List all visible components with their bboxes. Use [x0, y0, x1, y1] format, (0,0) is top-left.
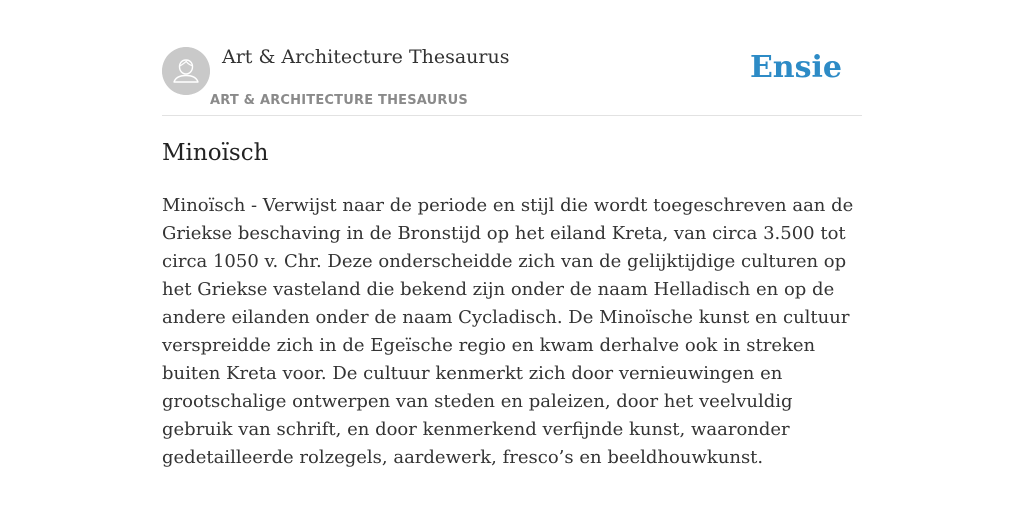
- entry-title: Minoïsch: [162, 140, 269, 166]
- brand-logo[interactable]: Ensie: [749, 50, 842, 85]
- source-label[interactable]: ART & ARCHITECTURE THESAURUS: [210, 93, 468, 108]
- entry-definition: Minoïsch - Verwijst naar de periode en stijl die wordt toegeschreven aan de Griekse beschaving in de Bronstijd op het eiland Kreta, van circa 3.500 tot circa 1050 v. Chr. Deze onderscheidde zich van de gelijktijdige culturen op het Griekse vasteland die bekend zijn onder de naam Helladisch en op de andere eilanden onder de naam Cycladisch. De Minoïsche kunst en cultuur verspreidde zich in de Egeïsche regio en kwam derhalve ook in streken buiten Kreta voor. De cultuur kenmerkt zich door vernieuwingen en grootschalige ontwerpen van steden en paleizen, door het veelvuldig gebruik van schrift, en door kenmerkend verfijnde kunst, waaronder gedetailleerde rolzegels, aardewerk, fresco’s en beeldhouwkunst.: [162, 195, 854, 468]
- author-avatar[interactable]: [162, 47, 210, 95]
- entry-header: [162, 0, 862, 116]
- page-container: [162, 0, 862, 468]
- author-name[interactable]: Art & Architecture Thesaurus: [222, 46, 510, 68]
- user-avatar-icon: [162, 47, 210, 95]
